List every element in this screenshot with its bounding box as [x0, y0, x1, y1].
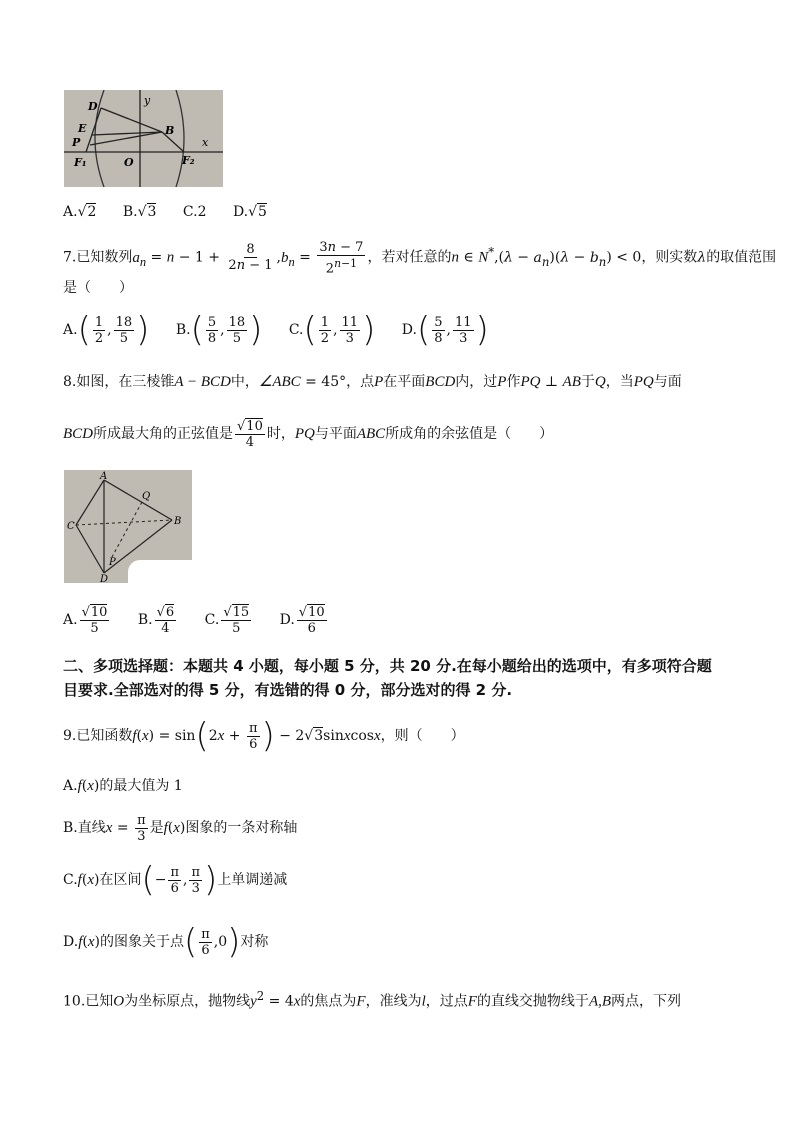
- hyperbola-diagram: [64, 90, 223, 187]
- q8-option-b: B. $\frac{√6}{4}$: [137, 604, 175, 636]
- q6-option-a: A.√2: [63, 204, 97, 220]
- label-P: P: [72, 136, 81, 149]
- q8-option-c: C. $\frac{√15}{5}$: [204, 604, 250, 636]
- q6-option-c: C.2: [182, 204, 207, 220]
- label-E: E: [78, 122, 87, 135]
- q9-option-b: B.直线x = $\frac{\pi}{3}$ 是f(x)图象的一条对称轴: [63, 812, 298, 844]
- q9-option-c: C.f(x)在区间(− $\frac{\pi}{6}$ , $\frac{\pi}{3}$ )上单调递减: [63, 860, 288, 900]
- label-Q: Q: [142, 491, 151, 502]
- q9-option-d: D.f(x)的图象关于点( $\frac{\pi}{6}$ ,0)对称: [63, 922, 269, 962]
- q8-option-a: A. $\frac{√10}{5}$: [63, 604, 108, 636]
- q6-option-b: B.√3: [122, 204, 157, 220]
- q6-options: [63, 202, 289, 222]
- q6-option-d: D.√5: [232, 204, 267, 220]
- q8-option-d: D. $\frac{√10}{6}$: [279, 604, 325, 636]
- q9-stem: 9.已知函数f(x) = sin(2x + $\frac{\pi}{6}$ ) − 2√3sinxcosx，则（ ）: [63, 716, 465, 756]
- q7-stem-line2: 是（ ）: [63, 280, 133, 296]
- label-y: y: [144, 94, 151, 107]
- label-B: B: [174, 516, 182, 527]
- q7-option-a: A.( $\frac{1}{2}$ , $\frac{18}{5}$ ): [63, 310, 150, 350]
- label-x: x: [202, 136, 209, 149]
- q8-stem-line1: 8.如图，在三棱锥A − BCD中，∠ABC = 45°，点P在平面BCD内，过P作PQ ⊥ AB于Q，当PQ与面: [63, 374, 682, 390]
- q10-stem: 10.已知O为坐标原点，抛物线$y^2 = 4x$的焦点为F，准线为l，过点F的直线交抛物线于A,B两点，下列: [63, 989, 682, 1010]
- q8-options: [63, 600, 351, 640]
- label-F2: F₂: [182, 154, 195, 167]
- q7-option-b: B.( $\frac{5}{8}$ , $\frac{18}{5}$ ): [175, 310, 263, 350]
- q6-figure: [64, 90, 223, 187]
- q7-options: [63, 310, 511, 350]
- q7-option-c: C.( $\frac{1}{2}$ , $\frac{11}{3}$ ): [288, 310, 376, 350]
- q8-stem-line2: BCD所成最大角的正弦值是 $\frac{√10}{4}$ 时，PQ与平面ABC所成角的余弦值是（ ）: [63, 418, 554, 450]
- q9-option-a: A.f(x)的最大值为 1: [63, 778, 183, 794]
- section2-header-line1: 二、多项选择题：本题共 4 小题，每小题 5 分，共 20 分.在每小题给出的选项中，有多项符合题: [63, 657, 712, 675]
- label-B: B: [165, 124, 175, 137]
- label-A: A: [100, 471, 108, 482]
- label-P: P: [109, 557, 116, 568]
- q7-option-d: D.( $\frac{5}{8}$ , $\frac{11}{3}$ ): [401, 310, 489, 350]
- label-D: D: [100, 574, 109, 583]
- label-C: C: [67, 521, 75, 532]
- q7-stem: 7.已知数列$a_n = n - 1$ + $\frac{8}{2n - 1}$ $,b_n$ = $\frac{3n - 7}{2^{n-1}}$ ，若对任意的n ∈ $N^*,(\lambda - a_n)(\lambda - b_n) < 0$，则实数λ的取值范围: [63, 239, 777, 276]
- label-F1: F₁: [74, 156, 87, 169]
- label-D: D: [88, 100, 98, 113]
- label-O: O: [124, 156, 134, 169]
- white-mask: [128, 560, 192, 584]
- section2-header-line2: 目要求.全部选对的得 5 分，有选错的得 0 分，部分选对的得 2 分.: [63, 681, 513, 699]
